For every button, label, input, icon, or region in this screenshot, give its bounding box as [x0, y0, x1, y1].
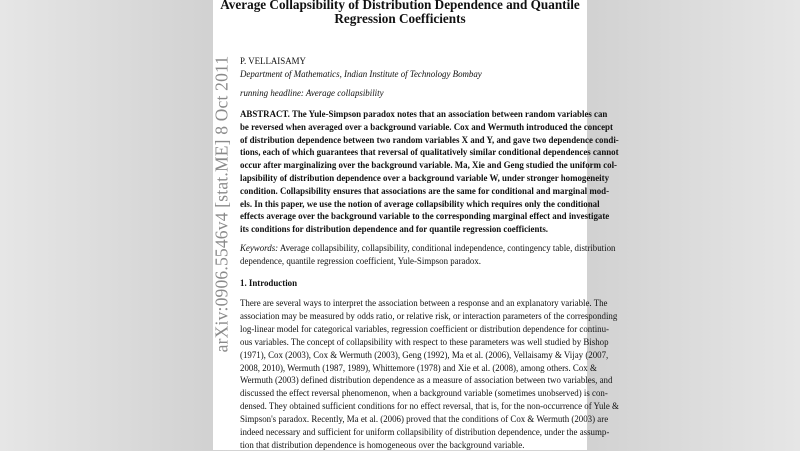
text-line: densed. They obtained sufficient conditions for no effect reversal, that is, for the non-occurrence of Yule & [240, 401, 619, 412]
author: P. VELLAISAMY [240, 56, 306, 66]
text-line: ous variables. The concept of collapsibility with respect to these parameters was well studied by Bishop [240, 336, 609, 347]
arxiv-stamp: arXiv:0906.5546v4 [stat.ME] 8 Oct 2011 [211, 55, 232, 353]
text-line: log-linear model for categorical variables, regression coefficient or distribution dependence for continu- [240, 323, 609, 334]
keywords-label: Keywords: [240, 243, 279, 253]
text-line: occur after marginalizing over the background variable. Ma, Xie and Geng studied the uniform col- [240, 160, 618, 171]
text-line: condition. Collapsibility ensures that associations are the same for conditional and marginal mod- [240, 185, 610, 196]
running-headline: running headline: Average collapsibility [240, 88, 384, 98]
text-line: els. In this paper, we use the notion of average collapsibility which requires only the conditional [240, 198, 600, 209]
text-line: indeed necessary and sufficient for uniform collapsibility of distribution dependence, under the assump- [240, 427, 610, 437]
keywords-text: Average collapsibility, collapsibility, conditional independence, contingency table, distribution [279, 243, 616, 253]
keywords-line [240, 243, 616, 254]
text-line: ABSTRACT. The Yule-Simpson paradox notes that an association between random variables can [240, 109, 608, 119]
text-line: be reversed when averaged over a background variable. Cox and Wermuth introduced the concept [240, 121, 613, 132]
text-line: association may be measured by odds ratio, or relative risk, or interaction parameters of the corresponding [240, 310, 618, 321]
section-heading: 1. Introduction [240, 278, 298, 288]
text-line: 2008, 2010), Wermuth (1987, 1989), Whittemore (1978) and Xie et al. (2008), among others. Cox & [240, 362, 597, 373]
paper-title-line: Regression Coefficients [334, 11, 466, 26]
text-line: effects average over the background variable to the corresponding marginal effect and investigate [240, 211, 610, 222]
text-line: of distribution dependence between two random variables X and Y, and gave two dependence condi- [240, 134, 619, 145]
affiliation: Department of Mathematics, Indian Institute of Technology Bombay [240, 69, 482, 79]
text-line: Wermuth (2003) defined distribution dependence as a measure of association between two variables, and [240, 375, 613, 386]
text-line: tions, each of which guarantees that reversal of qualitatively similar conditional dependences cannot [240, 147, 619, 158]
text-line: lapsibility of distribution dependence over a background variable W, under stronger homogeneity [240, 173, 610, 183]
text-line: tion that distribution dependence is homogeneous over the background variable. [240, 439, 525, 450]
text-line: its conditions for distribution dependence and for quantile regression coefficients. [240, 224, 549, 235]
text-line: discussed the effect reversal phenomenon, when a background variable (sometimes unobserved) is con- [240, 388, 608, 399]
paper-title-line: Average Collapsibility of Distribution Dependence and Quantile [220, 0, 580, 12]
text-line: (1971), Cox (2003), Cox & Wermuth (2003), Geng (1992), Ma et al. (2006), Vellaisamy & Vijay (2007, [240, 349, 609, 360]
keywords-line: dependence, quantile regression coefficient, Yule-Simpson paradox. [240, 256, 482, 266]
text-line: There are several ways to interpret the association between a response and an explanatory variable. The [240, 298, 608, 308]
text-line: Simpson's paradox. Recently, Ma et al. (2006) proved that the conditions of Cox & Wermuth (2003) are [240, 414, 609, 425]
